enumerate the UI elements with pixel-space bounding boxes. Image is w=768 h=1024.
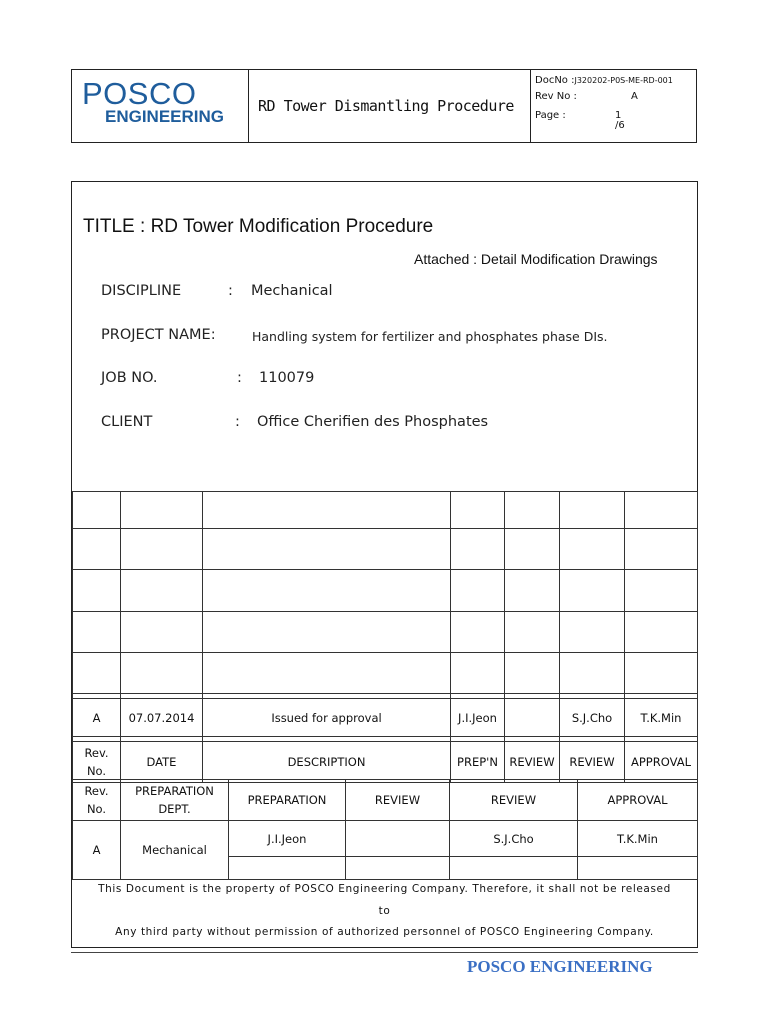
header-divider bbox=[248, 70, 249, 142]
job-label: JOB NO. bbox=[101, 370, 158, 386]
review-cell: S.J.Cho bbox=[560, 699, 625, 737]
discipline-label: DISCIPLINE bbox=[101, 283, 182, 299]
preparation-cell: J.I.Jeon bbox=[229, 821, 346, 857]
discipline-value: Mechanical bbox=[251, 283, 333, 299]
revision-table bbox=[72, 491, 698, 783]
page-number-label: Page : bbox=[535, 110, 566, 121]
rev-cell: A bbox=[73, 699, 121, 737]
rev-header: Rev. No. bbox=[73, 742, 121, 783]
notice-line: This Document is the property of POSCO Engineering Company. Therefore, it shall not be released bbox=[98, 883, 671, 895]
table-row bbox=[73, 570, 698, 612]
revision-header-row bbox=[73, 742, 698, 783]
client-separator: : bbox=[235, 414, 240, 430]
doc-number bbox=[535, 76, 673, 86]
table-row bbox=[73, 612, 698, 653]
footer-divider bbox=[71, 952, 698, 953]
cover-title: TITLE : RD Tower Modification Procedure bbox=[83, 216, 434, 237]
review-header: REVIEW bbox=[346, 780, 450, 821]
document-title: RD Tower Dismantling Procedure bbox=[258, 97, 514, 115]
prep-cell: J.I.Jeon bbox=[451, 699, 505, 737]
date-cell: 07.07.2014 bbox=[121, 699, 203, 737]
preparation-table bbox=[72, 779, 698, 880]
page-number-value: 1 /6 bbox=[615, 110, 625, 131]
job-separator: : bbox=[237, 370, 242, 386]
issued-row bbox=[73, 699, 698, 737]
company-logo-engineering: ENGINEERING bbox=[105, 107, 225, 126]
client-label: CLIENT bbox=[101, 414, 153, 430]
rev-cell: A bbox=[73, 821, 121, 880]
confidentiality-notice bbox=[72, 879, 697, 946]
prep-header: PREP'N bbox=[451, 742, 505, 783]
review-header: REVIEW bbox=[560, 742, 625, 783]
approval-cell: T.K.Min bbox=[578, 821, 698, 857]
doc-number-label: DocNo : bbox=[535, 75, 575, 86]
review-cell: S.J.Cho bbox=[450, 821, 578, 857]
preparation-row bbox=[73, 821, 698, 857]
table-row bbox=[73, 529, 698, 570]
review-cell bbox=[505, 699, 560, 737]
approval-header: APPROVAL bbox=[578, 780, 698, 821]
attached-note: Attached : Detail Modification Drawings bbox=[414, 251, 658, 267]
table-row bbox=[73, 653, 698, 694]
preparation-header-row bbox=[73, 780, 698, 821]
client-value: Office Cherifien des Phosphates bbox=[257, 414, 489, 430]
document-header bbox=[71, 69, 697, 143]
review-header: REVIEW bbox=[450, 780, 578, 821]
review-cell bbox=[346, 821, 450, 857]
discipline-separator: : bbox=[228, 283, 233, 299]
doc-number-value: J320202-P0S-ME-RD-001 bbox=[574, 76, 673, 85]
prep-dept-header: PREPARATION DEPT. bbox=[121, 780, 229, 821]
rev-number-label: Rev No : bbox=[535, 91, 577, 102]
rev-number bbox=[535, 91, 638, 102]
notice-line: Any third party without permission of authorized personnel of POSCO Engineering Company. bbox=[115, 926, 654, 938]
description-cell: Issued for approval bbox=[203, 699, 451, 737]
date-header: DATE bbox=[121, 742, 203, 783]
notice-line: to bbox=[378, 904, 391, 917]
preparation-header: PREPARATION bbox=[229, 780, 346, 821]
approval-cell: T.K.Min bbox=[625, 699, 698, 737]
page-number bbox=[535, 110, 625, 131]
project-label: PROJECT NAME: bbox=[101, 327, 216, 343]
approval-header: APPROVAL bbox=[625, 742, 698, 783]
project-value: Handling system for fertilizer and phosphates phase DIs. bbox=[252, 329, 608, 344]
review-header: REVIEW bbox=[505, 742, 560, 783]
prep-dept-cell: Mechanical bbox=[121, 821, 229, 880]
header-divider bbox=[530, 70, 531, 142]
rev-number-value: A bbox=[631, 91, 638, 102]
footer-brand: POSCO ENGINEERING bbox=[467, 957, 653, 976]
rev-header: Rev. No. bbox=[73, 780, 121, 821]
table-row bbox=[73, 492, 698, 529]
company-logo-posco: POSCO bbox=[82, 76, 197, 111]
job-value: 110079 bbox=[259, 370, 315, 386]
description-header: DESCRIPTION bbox=[203, 742, 451, 783]
